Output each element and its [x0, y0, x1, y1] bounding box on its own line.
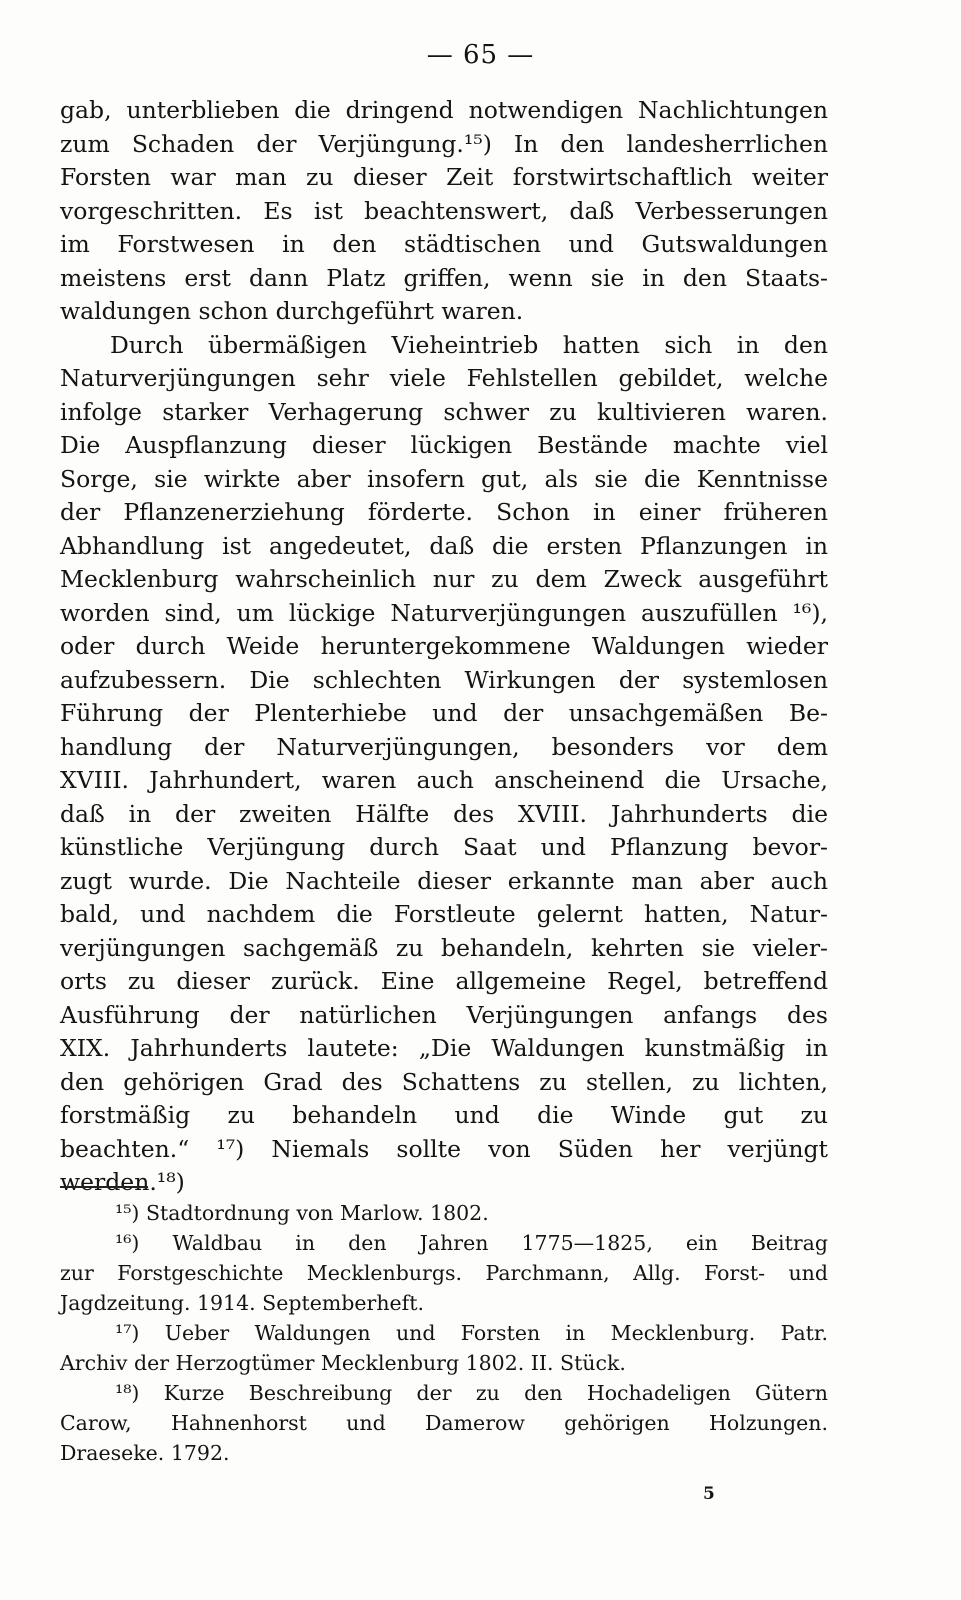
- text-line: zugt wurde. Die Nachteile dieser erkannte man aber auch: [60, 866, 828, 895]
- text-line: meistens erst dann Platz griffen, wenn sie in den Staats-: [60, 263, 828, 292]
- text-line: forstmäßig zu behandeln und die Winde gut zu: [60, 1101, 828, 1129]
- text-line: Durch übermäßigen Vieheintrieb hatten sich in den: [110, 330, 828, 359]
- text-line: aufzubessern. Die schlechten Wirkungen der systemlosen: [60, 665, 828, 694]
- footnote-line: ¹⁷) Ueber Waldungen und Forsten in Mecklenburg. Patr.: [115, 1321, 828, 1345]
- footnote-line: ¹⁵) Stadtordnung von Marlow. 1802.: [115, 1201, 489, 1225]
- text-line: daß in der zweiten Hälfte des XVIII. Jahrhunderts die: [60, 799, 828, 828]
- text-line: beachten.“ ¹⁷) Niemals sollte von Süden her verjüngt: [60, 1134, 828, 1163]
- footnote-line: Archiv der Herzogtümer Mecklenburg 1802. II. Stück.: [60, 1351, 626, 1375]
- text-line: den gehörigen Grad des Schattens zu stellen, zu lichten,: [60, 1067, 828, 1096]
- text-line: der Pflanzenerziehung förderte. Schon in einer früheren: [60, 498, 828, 526]
- text-line: bald, und nachdem die Forstleute gelernt hatten, Natur-: [60, 900, 828, 928]
- text-line: Mecklenburg wahrscheinlich nur zu dem Zweck ausgeführt: [60, 565, 828, 593]
- text-line: werden.¹⁸): [60, 1168, 185, 1196]
- text-line: XVIII. Jahrhundert, waren auch anscheinend die Ursache,: [60, 766, 828, 794]
- page-number: — 65 —: [426, 40, 535, 70]
- footnote-line: Jagdzeitung. 1914. Septemberheft.: [60, 1291, 425, 1315]
- text-line: Forsten war man zu dieser Zeit forstwirtschaftlich weiter: [60, 163, 828, 191]
- text-line: orts zu dieser zurück. Eine allgemeine Regel, betreffend: [60, 967, 828, 995]
- text-line: Abhandlung ist angedeutet, daß die ersten Pflanzungen in: [60, 531, 828, 560]
- footnote-line: ¹⁸) Kurze Beschreibung der zu den Hochadeligen Gütern: [115, 1381, 828, 1405]
- footnote-line: ¹⁶) Waldbau in den Jahren 1775—1825, ein Beitrag: [115, 1231, 828, 1255]
- text-line: infolge starker Verhagerung schwer zu kultivieren waren.: [60, 397, 828, 426]
- footnote-line: Carow, Hahnenhorst und Damerow gehörigen Holzungen.: [60, 1411, 828, 1435]
- body-text: [60, 94, 828, 1200]
- signature-mark: 5: [703, 1484, 715, 1504]
- text-line: künstliche Verjüngung durch Saat und Pflanzung bevor-: [60, 833, 828, 861]
- text-line: Führung der Plenterhiebe und der unsachgemäßen Be-: [60, 699, 828, 727]
- text-line: Naturverjüngungen sehr viele Fehlstellen gebildet, welche: [60, 364, 828, 392]
- text-line: worden sind, um lückige Naturverjüngungen auszufüllen ¹⁶),: [60, 598, 828, 627]
- text-line: waldungen schon durchgeführt waren.: [60, 297, 524, 325]
- text-line: verjüngungen sachgemäß zu behandeln, kehrten sie vieler-: [60, 933, 828, 962]
- text-line: vorgeschritten. Es ist beachtenswert, daß Verbesserungen: [60, 196, 828, 225]
- text-line: zum Schaden der Verjüngung.¹⁵) In den landesherrlichen: [60, 129, 828, 158]
- footnote-divider: [60, 1186, 148, 1188]
- text-line: Sorge, sie wirkte aber insofern gut, als sie die Kenntnisse: [60, 464, 828, 493]
- text-line: handlung der Naturverjüngungen, besonders vor dem: [60, 732, 828, 761]
- text-line: gab, unterblieben die dringend notwendigen Nachlichtungen: [60, 96, 828, 124]
- text-line: im Forstwesen in den städtischen und Gutswaldungen: [60, 230, 828, 258]
- footnote-line: Draeseke. 1792.: [60, 1441, 230, 1465]
- text-line: Die Auspflanzung dieser lückigen Bestände machte viel: [60, 431, 828, 459]
- footnotes: [60, 1186, 828, 1468]
- text-line: XIX. Jahrhunderts lautete: „Die Waldungen kunstmäßig in: [60, 1034, 828, 1062]
- text-line: oder durch Weide heruntergekommene Waldungen wieder: [60, 632, 828, 660]
- footnote-line: zur Forstgeschichte Mecklenburgs. Parchmann, Allg. Forst- und: [60, 1261, 828, 1285]
- text-line: Ausführung der natürlichen Verjüngungen anfangs des: [60, 1000, 828, 1029]
